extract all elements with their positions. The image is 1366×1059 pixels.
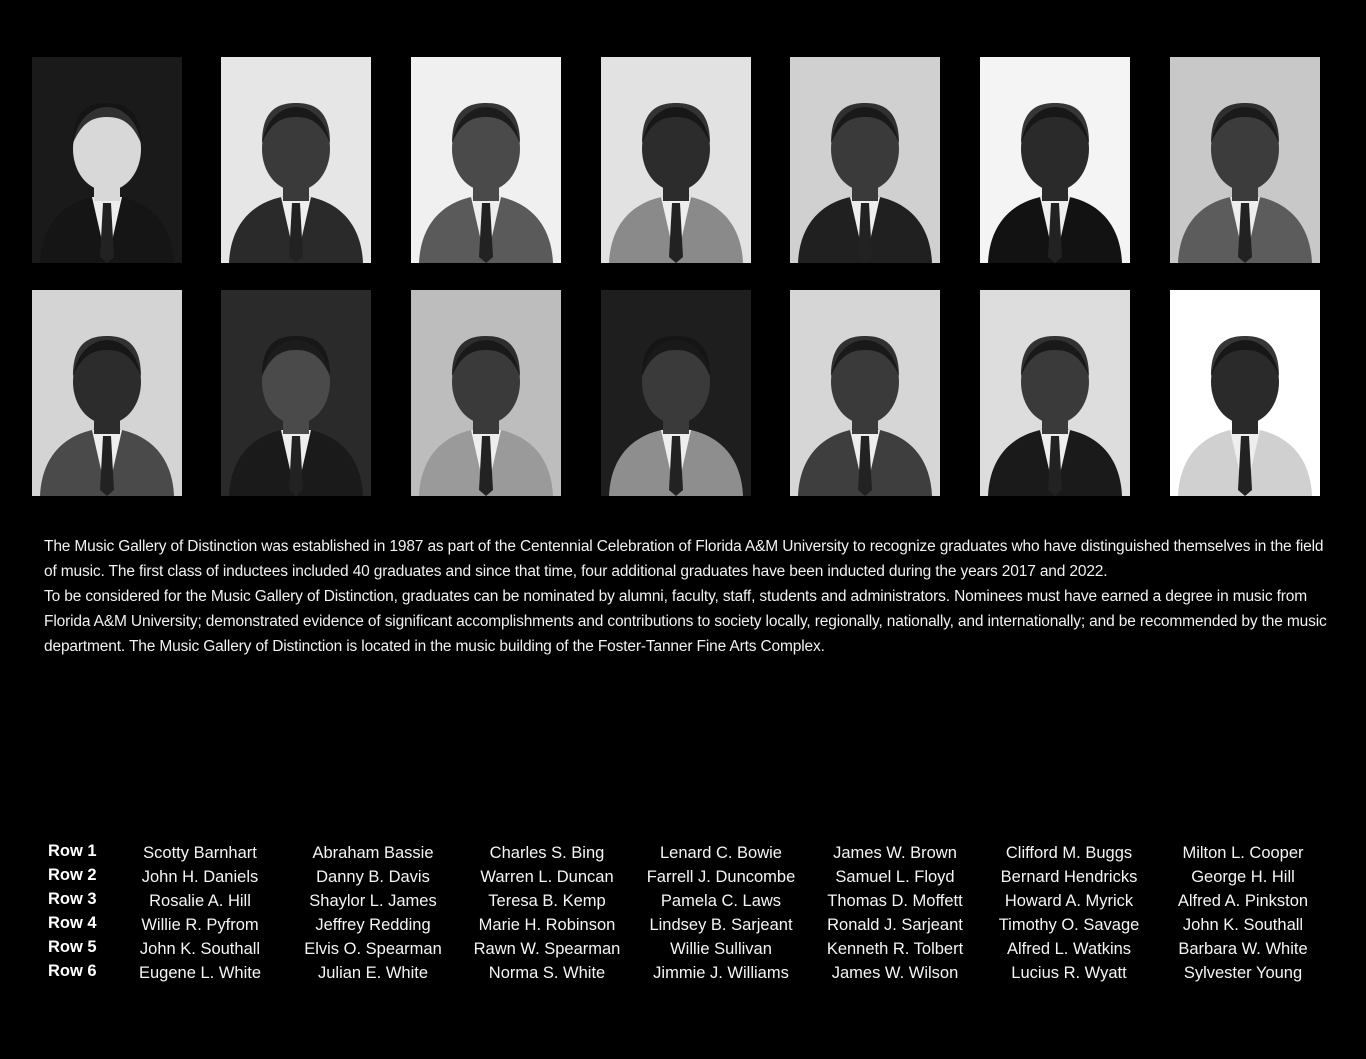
inductee-name: Sylvester Young	[1183, 964, 1303, 982]
portrait-image	[601, 290, 751, 496]
portrait-photo	[221, 57, 371, 263]
portrait-image	[411, 290, 561, 496]
portrait-image	[32, 290, 182, 496]
roster-row	[0, 962, 1366, 986]
portrait-image	[221, 290, 371, 496]
inductee-name: Samuel L. Floyd	[835, 868, 955, 886]
inductee-name: Kenneth R. Tolbert	[826, 940, 964, 958]
inductee-name: Howard A. Myrick	[1004, 892, 1134, 910]
inductee-name: James W. Brown	[833, 844, 957, 862]
portrait-image	[601, 57, 751, 263]
inductee-name: Warren L. Duncan	[480, 868, 614, 886]
inductee-name: Lenard C. Bowie	[660, 844, 782, 862]
portrait-photo	[790, 290, 940, 496]
inductee-name: Willie Sullivan	[670, 940, 772, 958]
inductee-name: Pamela C. Laws	[660, 892, 782, 910]
inductee-name: Bernard Hendricks	[1000, 868, 1138, 886]
portrait-image	[980, 57, 1130, 263]
roster-row	[0, 914, 1366, 938]
portrait-photo	[411, 57, 561, 263]
inductee-name: Milton L. Cooper	[1182, 844, 1304, 862]
inductee-name: Marie H. Robinson	[478, 916, 616, 934]
row-label: Row 3	[48, 890, 97, 908]
inductee-name: John K. Southall	[1182, 916, 1304, 934]
inductee-name: Scotty Barnhart	[143, 844, 257, 862]
inductee-name: Timothy O. Savage	[998, 916, 1140, 934]
inductee-name: John H. Daniels	[141, 868, 259, 886]
inductee-name: Alfred A. Pinkston	[1177, 892, 1309, 910]
portrait-photo	[790, 57, 940, 263]
portrait-image	[1170, 290, 1320, 496]
inductee-name: Jimmie J. Williams	[653, 964, 789, 982]
inductee-name: Danny B. Davis	[316, 868, 430, 886]
inductee-name: Teresa B. Kemp	[488, 892, 606, 910]
inductee-name: Alfred L. Watkins	[1006, 940, 1132, 958]
inductee-name: Jeffrey Redding	[315, 916, 431, 934]
portrait-image	[790, 290, 940, 496]
row-label: Row 6	[48, 962, 97, 980]
gallery-description	[44, 534, 1334, 659]
inductee-name: George H. Hill	[1191, 868, 1295, 886]
row-label: Row 5	[48, 938, 97, 956]
row-label: Row 2	[48, 866, 97, 884]
inductee-name: Lucius R. Wyatt	[1011, 964, 1127, 982]
inductee-name: Julian E. White	[317, 964, 429, 982]
portrait-photo	[601, 290, 751, 496]
inductee-name: Clifford M. Buggs	[1005, 844, 1133, 862]
portrait-photo	[1170, 57, 1320, 263]
inductee-name: Ronald J. Sarjeant	[827, 916, 963, 934]
row-label: Row 4	[48, 914, 97, 932]
roster-row	[0, 866, 1366, 890]
inductee-name: Elvis O. Spearman	[304, 940, 442, 958]
inductee-name: Barbara W. White	[1178, 940, 1308, 958]
portrait-image	[1170, 57, 1320, 263]
portrait-photo	[1170, 290, 1320, 496]
inductee-name: Lindsey B. Sarjeant	[649, 916, 793, 934]
inductee-name: Willie R. Pyfrom	[141, 916, 259, 934]
portrait-image	[221, 57, 371, 263]
inductee-name: James W. Wilson	[831, 964, 959, 982]
portrait-photo	[32, 290, 182, 496]
portrait-photo	[980, 290, 1130, 496]
inductee-name: Norma S. White	[488, 964, 606, 982]
portrait-photo	[980, 57, 1130, 263]
portrait-photo	[221, 290, 371, 496]
portrait-image	[32, 57, 182, 263]
roster-row	[0, 890, 1366, 914]
portrait-gallery	[0, 0, 1366, 520]
description-paragraph-1: The Music Gallery of Distinction was established in 1987 as part of the Centennial Celebration of Florida A&M University to recognize graduates who have distinguished themselves in the field of music. The first class of inductees included 40 graduates and since that time, four additional graduates have been inducted during the years 2017 and 2022.	[44, 538, 1324, 580]
inductee-name: John K. Southall	[139, 940, 261, 958]
row-label: Row 1	[48, 842, 97, 860]
roster-row	[0, 938, 1366, 962]
inductee-name: Charles S. Bing	[489, 844, 605, 862]
portrait-image	[411, 57, 561, 263]
portrait-photo	[411, 290, 561, 496]
roster-row	[0, 842, 1366, 866]
portrait-image	[980, 290, 1130, 496]
description-paragraph-2: To be considered for the Music Gallery of Distinction, graduates can be nominated by alumni, faculty, staff, students and administrators. Nominees must have earned a degree in music from Florida A&M University; demonstrated evidence of significant accomplishments and contributions to society locally, regionally, nationally, and internationally; and be recommended by the music department. The Music Gallery of Distinction is located in the music building of the Foster-Tanner Fine Arts Complex.	[44, 588, 1327, 655]
inductee-name: Abraham Bassie	[312, 844, 434, 862]
inductee-name: Shaylor L. James	[309, 892, 437, 910]
inductee-name: Rawn W. Spearman	[473, 940, 621, 958]
portrait-photo	[32, 57, 182, 263]
inductee-name: Thomas D. Moffett	[827, 892, 963, 910]
inductee-name: Eugene L. White	[139, 964, 261, 982]
inductee-name: Rosalie A. Hill	[149, 892, 251, 910]
portrait-photo	[601, 57, 751, 263]
inductee-name: Farrell J. Duncombe	[646, 868, 796, 886]
portrait-image	[790, 57, 940, 263]
